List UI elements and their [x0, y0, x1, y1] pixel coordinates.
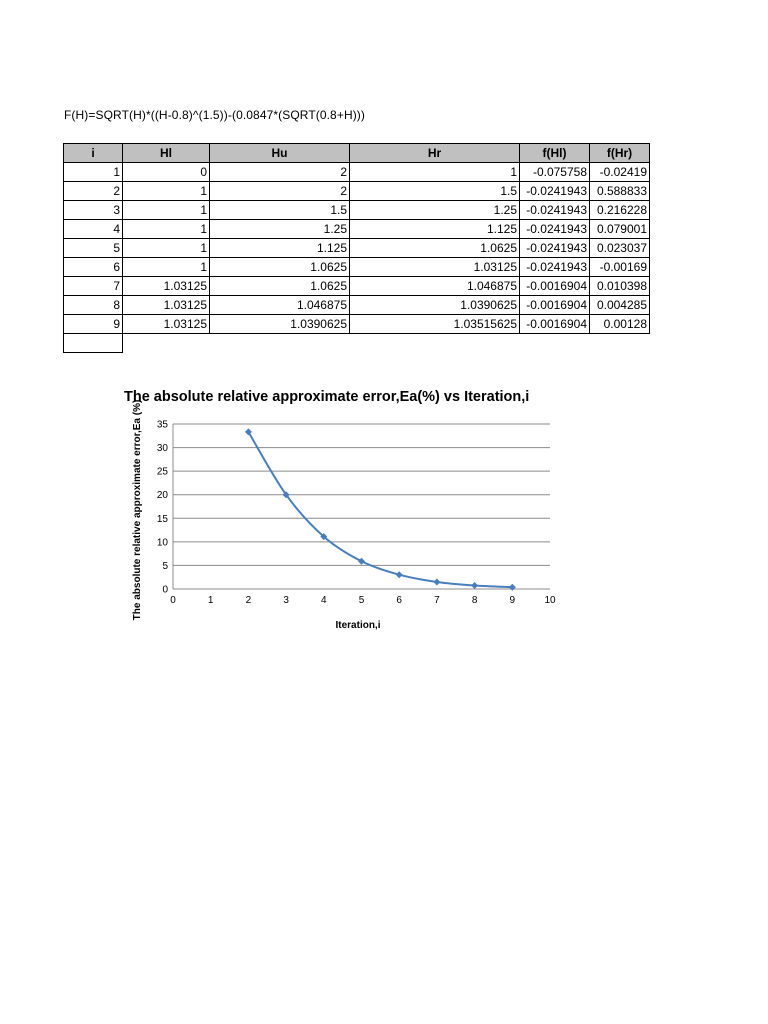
x-tick-label: 6	[396, 595, 402, 606]
y-tick-labels	[157, 420, 169, 596]
cell-f-hl[interactable]: -0.0241943	[520, 239, 590, 258]
cell-i[interactable]: 5	[64, 239, 123, 258]
cell-hr[interactable]: 1.0625	[350, 239, 520, 258]
x-tick-label: 2	[245, 595, 252, 606]
data-point	[396, 571, 403, 578]
cell-hr[interactable]: 1.0390625	[350, 296, 520, 315]
cell-f-hr[interactable]: 0.588833	[590, 182, 650, 201]
cell-hr[interactable]: 1.25	[350, 201, 520, 220]
data-point	[433, 578, 440, 585]
header-i[interactable]: i	[64, 144, 123, 163]
cell-f-hl[interactable]: -0.075758	[520, 163, 590, 182]
data-point	[509, 584, 516, 591]
table-row	[64, 220, 650, 239]
cell-hl[interactable]: 0	[123, 163, 210, 182]
cell-i[interactable]: 3	[64, 201, 123, 220]
cell-hu[interactable]: 1.5	[210, 201, 350, 220]
cell-i[interactable]: 8	[64, 296, 123, 315]
cell-hr[interactable]: 1.03125	[350, 258, 520, 277]
cell-hu[interactable]: 1.25	[210, 220, 350, 239]
x-tick-labels	[170, 595, 556, 606]
cell-hu[interactable]: 1.0625	[210, 277, 350, 296]
formula-text: F(H)=SQRT(H)*((H-0.8)^(1.5))-(0.0847*(SQRT(0.8+H)))	[64, 108, 365, 122]
header-f-hr[interactable]: f(Hr)	[590, 144, 650, 163]
cell-f-hl[interactable]: -0.0241943	[520, 258, 590, 277]
cell-hu[interactable]: 1.0390625	[210, 315, 350, 334]
y-tick-label: 35	[156, 419, 168, 431]
cell-f-hl[interactable]: -0.0241943	[520, 182, 590, 201]
cell-i[interactable]: 2	[64, 182, 123, 201]
cell-hr[interactable]: 1.5	[350, 182, 520, 201]
cell-f-hr[interactable]: -0.00169	[590, 258, 650, 277]
header-f-hl[interactable]: f(Hl)	[520, 144, 590, 163]
cell-i[interactable]: 4	[64, 220, 123, 239]
cell-hr[interactable]: 1	[350, 163, 520, 182]
blank	[590, 334, 650, 353]
cell-hl[interactable]: 1	[123, 239, 210, 258]
table-row	[64, 239, 650, 258]
cell-hu[interactable]: 2	[210, 182, 350, 201]
cell-i[interactable]: 7	[64, 277, 123, 296]
series-line	[248, 432, 512, 587]
cell-hu[interactable]: 1.046875	[210, 296, 350, 315]
header-hu[interactable]: Hu	[210, 144, 350, 163]
cell-hr[interactable]: 1.03515625	[350, 315, 520, 334]
table-row	[64, 201, 650, 220]
cell-i[interactable]: 6	[64, 258, 123, 277]
x-tick-label: 4	[321, 595, 327, 606]
cell-hl[interactable]: 1	[123, 220, 210, 239]
y-tick-label: 15	[156, 513, 168, 525]
y-tick-label: 5	[162, 560, 168, 572]
y-tick-label: 10	[156, 537, 168, 549]
x-tick-label: 10	[544, 595, 556, 606]
data-point	[471, 582, 478, 589]
chart-gridlines	[173, 424, 550, 565]
table-row	[64, 163, 650, 182]
cell-hl[interactable]: 1.03125	[123, 296, 210, 315]
table-row	[64, 296, 650, 315]
table-row	[64, 315, 650, 334]
cell-f-hr[interactable]: 0.023037	[590, 239, 650, 258]
x-tick-label: 1	[207, 595, 214, 606]
y-tick-label: 20	[156, 490, 168, 502]
blank	[123, 334, 210, 353]
header-hr[interactable]: Hr	[350, 144, 520, 163]
cell-f-hr[interactable]: 0.00128	[590, 315, 650, 334]
blank	[520, 334, 590, 353]
y-axis-label: The absolute relative approximate error,Ea (%)	[132, 399, 143, 621]
table-row	[64, 182, 650, 201]
cell-f-hl[interactable]: -0.0016904	[520, 315, 590, 334]
cell-hr[interactable]: 1.046875	[350, 277, 520, 296]
cell-f-hr[interactable]: 0.004285	[590, 296, 650, 315]
cell-f-hl[interactable]: -0.0241943	[520, 220, 590, 239]
header-hl[interactable]: Hl	[123, 144, 210, 163]
cell-f-hr[interactable]: -0.02419	[590, 163, 650, 182]
cell-i[interactable]: 9	[64, 315, 123, 334]
empty-cell[interactable]	[64, 334, 123, 353]
cell-f-hr[interactable]: 0.010398	[590, 277, 650, 296]
chart-title: The absolute relative approximate error,Ea(%) vs Iteration,i	[124, 389, 530, 405]
cell-f-hl[interactable]: -0.0016904	[520, 277, 590, 296]
table-row	[64, 277, 650, 296]
x-tick-label: 7	[434, 595, 440, 606]
x-tick-label: 0	[170, 595, 176, 606]
cell-hl[interactable]: 1.03125	[123, 315, 210, 334]
blank	[350, 334, 520, 353]
x-tick-label: 5	[358, 595, 365, 606]
cell-hu[interactable]: 2	[210, 163, 350, 182]
cell-i[interactable]: 1	[64, 163, 123, 182]
y-tick-label: 30	[156, 443, 168, 455]
y-tick-label: 25	[156, 466, 168, 478]
blank	[210, 334, 350, 353]
cell-f-hr[interactable]: 0.079001	[590, 220, 650, 239]
cell-hl[interactable]: 1	[123, 258, 210, 277]
cell-f-hr[interactable]: 0.216228	[590, 201, 650, 220]
empty-row	[64, 334, 650, 353]
error-chart	[120, 380, 570, 640]
x-axis-label: Iteration,i	[335, 620, 381, 631]
table-row	[64, 258, 650, 277]
x-tick-label: 8	[471, 595, 478, 606]
series-markers	[245, 428, 516, 590]
table-header-row	[64, 144, 650, 163]
iteration-table	[63, 143, 650, 353]
cell-hr[interactable]: 1.125	[350, 220, 520, 239]
cell-f-hl[interactable]: -0.0016904	[520, 296, 590, 315]
cell-hu[interactable]: 1.125	[210, 239, 350, 258]
y-tick-label: 0	[162, 584, 168, 596]
data-point	[358, 558, 365, 565]
cell-hl[interactable]: 1.03125	[123, 277, 210, 296]
cell-hl[interactable]: 1	[123, 182, 210, 201]
cell-f-hl[interactable]: -0.0241943	[520, 201, 590, 220]
cell-hl[interactable]: 1	[123, 201, 210, 220]
cell-hu[interactable]: 1.0625	[210, 258, 350, 277]
x-tick-label: 9	[509, 595, 516, 606]
x-tick-label: 3	[283, 595, 289, 606]
